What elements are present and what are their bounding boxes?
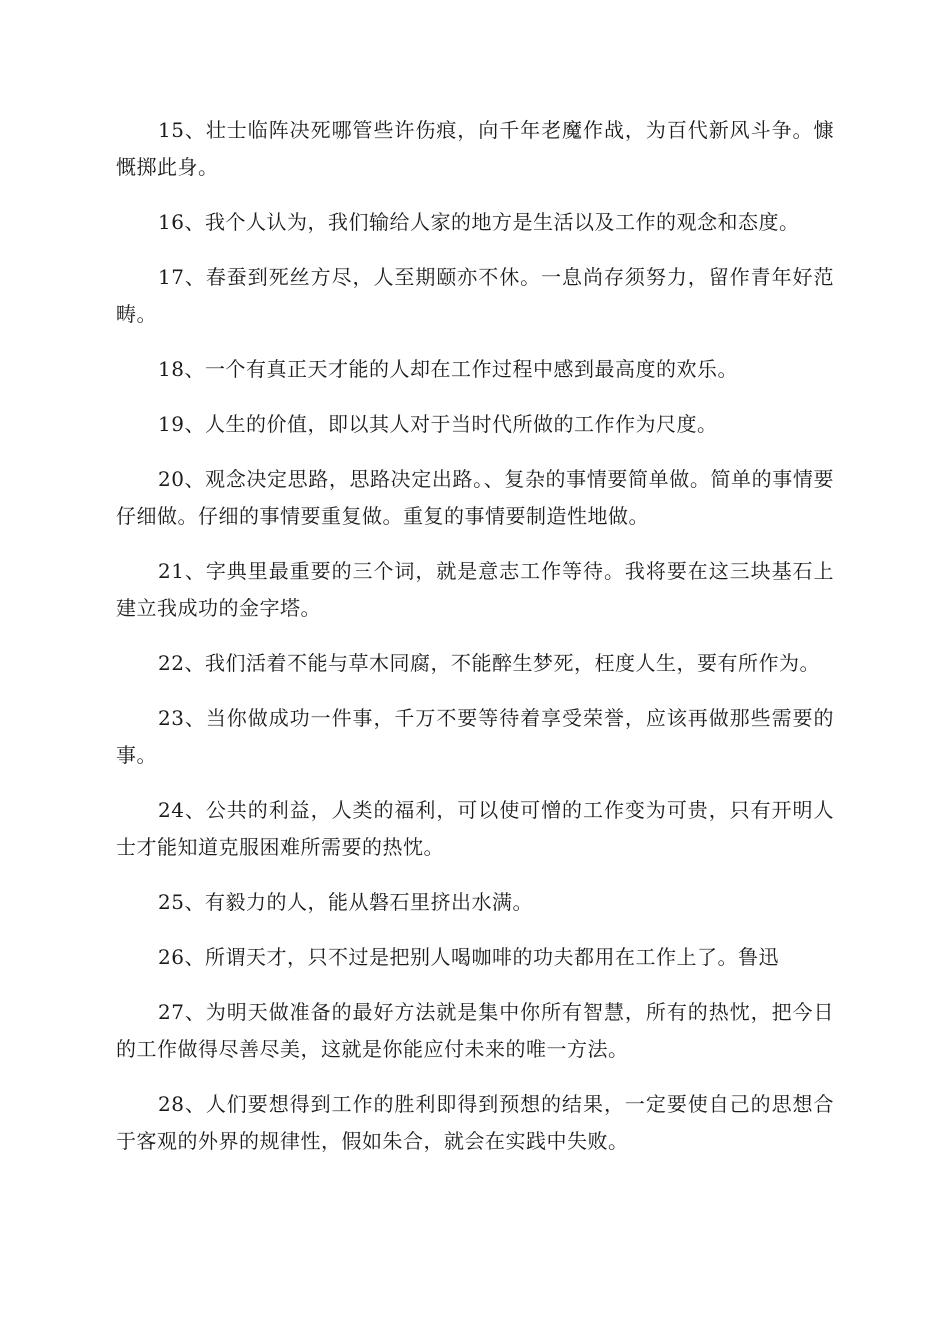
quote-paragraph-18: 18、一个有真正天才能的人却在工作过程中感到最高度的欢乐。 — [158, 357, 738, 381]
quote-paragraph-20: 20、观念决定思路，思路决定出路。、复杂的事情要简单做。简单的事情要仔细做。仔细的事情要重复做。重复的事情要制造性地做。 — [116, 467, 834, 528]
quote-paragraph-17: 17、春蚕到死丝方尽，人至期颐亦不休。一息尚存须努力，留作青年好范畴。 — [116, 265, 834, 326]
document-page — [116, 112, 834, 1178]
quote-paragraph-25: 25、有毅力的人，能从磐石里挤出水满。 — [158, 890, 533, 914]
quote-paragraph-26: 26、所谓天才，只不过是把别人喝咖啡的功夫都用在工作上了。鲁迅 — [158, 945, 779, 969]
quote-paragraph-23: 23、当你做成功一件事，千万不要等待着享受荣誉，应该再做那些需要的事。 — [116, 706, 834, 767]
quote-paragraph-19: 19、人生的价值，即以其人对于当时代所做的工作作为尺度。 — [158, 412, 718, 436]
quote-paragraph-15: 15、壮士临阵决死哪管些许伤痕，向千年老魔作战，为百代新风斗争。慷慨掷此身。 — [116, 118, 834, 179]
quote-paragraph-21: 21、字典里最重要的三个词，就是意志工作等待。我将要在这三块基石上建立我成功的金字塔。 — [116, 559, 834, 620]
quote-paragraph-16: 16、我个人认为，我们输给人家的地方是生活以及工作的观念和态度。 — [158, 210, 800, 234]
quote-paragraph-27: 27、为明天做准备的最好方法就是集中你所有智慧，所有的热忱，把今日的工作做得尽善尽美，这就是你能应付未来的唯一方法。 — [116, 1000, 834, 1061]
quote-paragraph-24: 24、公共的利益，人类的福利，可以使可憎的工作变为可贵，只有开明人士才能知道克服困难所需要的热忱。 — [116, 798, 834, 859]
quote-paragraph-28: 28、人们要想得到工作的胜利即得到预想的结果，一定要使自己的思想合于客观的外界的规律性，假如朱合，就会在实践中失败。 — [116, 1092, 834, 1153]
quote-paragraph-22: 22、我们活着不能与草木同腐，不能醉生梦死，枉度人生，要有所作为。 — [158, 651, 820, 675]
